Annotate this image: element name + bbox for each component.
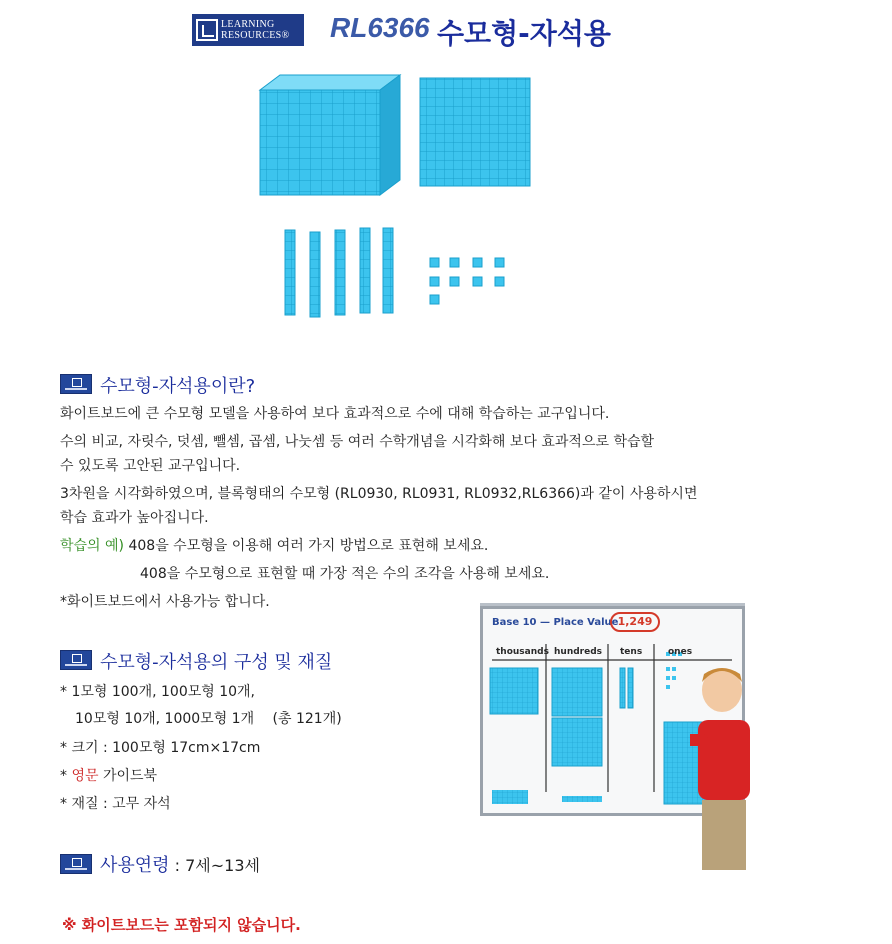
english-label: 영문	[71, 768, 99, 784]
product-code: RL6366	[330, 12, 430, 43]
age-range	[100, 851, 260, 877]
learning-resources-logo	[192, 14, 304, 46]
section1-paragraph1: 화이트보드에 큰 수모형 모델을 사용하여 보다 효과적으로 수에 대해 학습하는 교구입니다.	[60, 406, 610, 422]
component-item2: * 크기 : 100모형 17cm×17cm	[60, 740, 261, 756]
section1-paragraph2b: 수 있도록 고안된 교구입니다.	[60, 458, 241, 474]
ten-rods	[285, 228, 393, 317]
hundred-flat	[420, 78, 530, 186]
section-logo-icon	[60, 374, 92, 394]
column-hundreds: hundreds	[554, 647, 603, 657]
logo-line1: LEARNING	[221, 19, 275, 30]
unit-cubes	[430, 258, 504, 304]
example-label: 학습의 예)	[60, 538, 125, 554]
column-tens: tens	[620, 647, 643, 657]
section-logo-icon	[60, 854, 92, 874]
product-name: 수모형-자석용	[437, 17, 611, 50]
column-ones: ones	[668, 647, 693, 657]
place-value-number: 1,249	[610, 612, 660, 632]
component-item1b: 10모형 10개, 1000모형 1개 (총 121개)	[75, 711, 342, 727]
component-item3: * 영문 가이드북	[60, 768, 158, 784]
section1-paragraph2a: 수의 비교, 자릿수, 덧셈, 뺄셈, 곱셈, 나눗셈 등 여러 수학개념을 시각화해 보다 효과적으로 학습할	[60, 434, 655, 450]
logo-line2: RESOURCES®	[221, 30, 290, 41]
thousand-cube	[260, 75, 400, 195]
section1-paragraph3b: 학습 효과가 높아집니다.	[60, 510, 209, 526]
logo-mark-icon	[196, 19, 218, 41]
example2-text: 408을 수모형으로 표현할 때 가장 적은 수의 조각을 사용해 보세요.	[140, 566, 550, 582]
component-item4: * 재질 : 고무 자석	[60, 796, 171, 812]
section-logo-icon	[60, 650, 92, 670]
example1-text: 408을 수모형을 이용해 여러 가지 방법으로 표현해 보세요.	[128, 538, 489, 554]
section2-title: 수모형-자석용의 구성 및 재질	[100, 652, 333, 673]
component-item1a: * 1모형 100개, 100모형 10개,	[60, 684, 256, 700]
section1-paragraph3a: 3차원을 시각화하였으며, 블록형태의 수모형 (RL0930, RL0931, RL0932,RL6366)과 같이 사용하시면	[60, 486, 698, 502]
child-figure-image	[690, 660, 750, 874]
section1-title: 수모형-자석용이란?	[100, 376, 256, 397]
age-label: 사용연령	[100, 855, 170, 876]
example-line1	[60, 534, 488, 558]
whiteboard-not-included-note: ※ 화이트보드는 포함되지 않습니다.	[62, 916, 301, 934]
whiteboard-title: Base 10 — Place Value	[492, 617, 619, 628]
whiteboard-usable-note: *화이트보드에서 사용가능 합니다.	[60, 594, 270, 610]
base-ten-blocks-image	[255, 70, 545, 320]
age-value: : 7세~13세	[169, 856, 260, 875]
column-thousands: thousands	[496, 647, 549, 657]
